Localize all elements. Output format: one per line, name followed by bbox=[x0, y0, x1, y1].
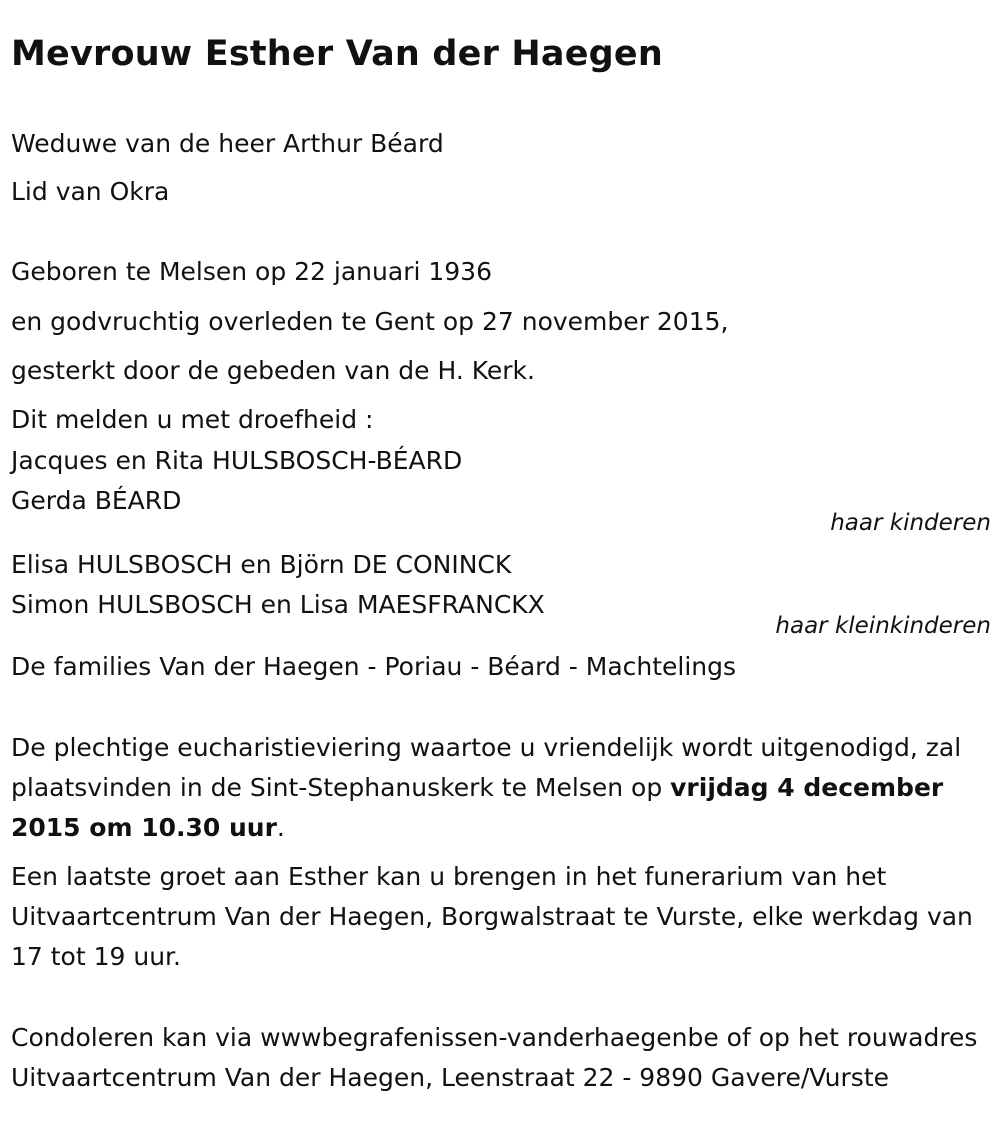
funeral-date-time: vrijdag 4 december 2015 om 10.30 uur bbox=[11, 773, 944, 842]
deceased-name-title: Mevrouw Esther Van der Haegen bbox=[11, 34, 663, 74]
widow-of-line: Weduwe van de heer Arthur Béard bbox=[11, 129, 444, 158]
grandchild-name: Elisa HULSBOSCH en Björn DE CONINCK bbox=[11, 550, 512, 579]
families-line: De families Van der Haegen - Poriau - Béard - Machtelings bbox=[11, 652, 737, 681]
church-line: gesterkt door de gebeden van de H. Kerk. bbox=[11, 356, 535, 385]
membership-line: Lid van Okra bbox=[11, 177, 170, 206]
condolences-paragraph: Condoleren kan via wwwbegrafenissen-vanderhaegenbe of op het rouwadres Uitvaartcentrum Van der Haegen, Leenstraat 22 - 9890 Gavere/Vurste bbox=[11, 1023, 978, 1092]
children-role-label: haar kinderen bbox=[830, 510, 991, 536]
announcement-line: Dit melden u met droefheid : bbox=[11, 405, 374, 434]
grandchildren-role-label: haar kleinkinderen bbox=[775, 613, 991, 639]
funeral-service-text: De plechtige eucharistieviering waartoe u vriendelijk wordt uitgenodigd, zal plaatsvinden in de Sint-Stephanuskerk te Melsen op bbox=[11, 733, 962, 802]
funeral-service-end: . bbox=[276, 813, 285, 842]
farewell-paragraph: Een laatste groet aan Esther kan u brengen in het funerarium van het Uitvaartcentrum Van der Haegen, Borgwalstraat te Vurste, elke werkdag van 17 tot 19 uur. bbox=[11, 862, 973, 971]
death-line: en godvruchtig overleden te Gent op 27 november 2015, bbox=[11, 307, 729, 336]
child-name: Jacques en Rita HULSBOSCH-BÉARD bbox=[11, 446, 463, 475]
grandchild-name: Simon HULSBOSCH en Lisa MAESFRANCKX bbox=[11, 590, 545, 619]
child-name: Gerda BÉARD bbox=[11, 486, 182, 515]
funeral-service-paragraph bbox=[11, 728, 991, 848]
birth-line: Geboren te Melsen op 22 januari 1936 bbox=[11, 257, 492, 286]
